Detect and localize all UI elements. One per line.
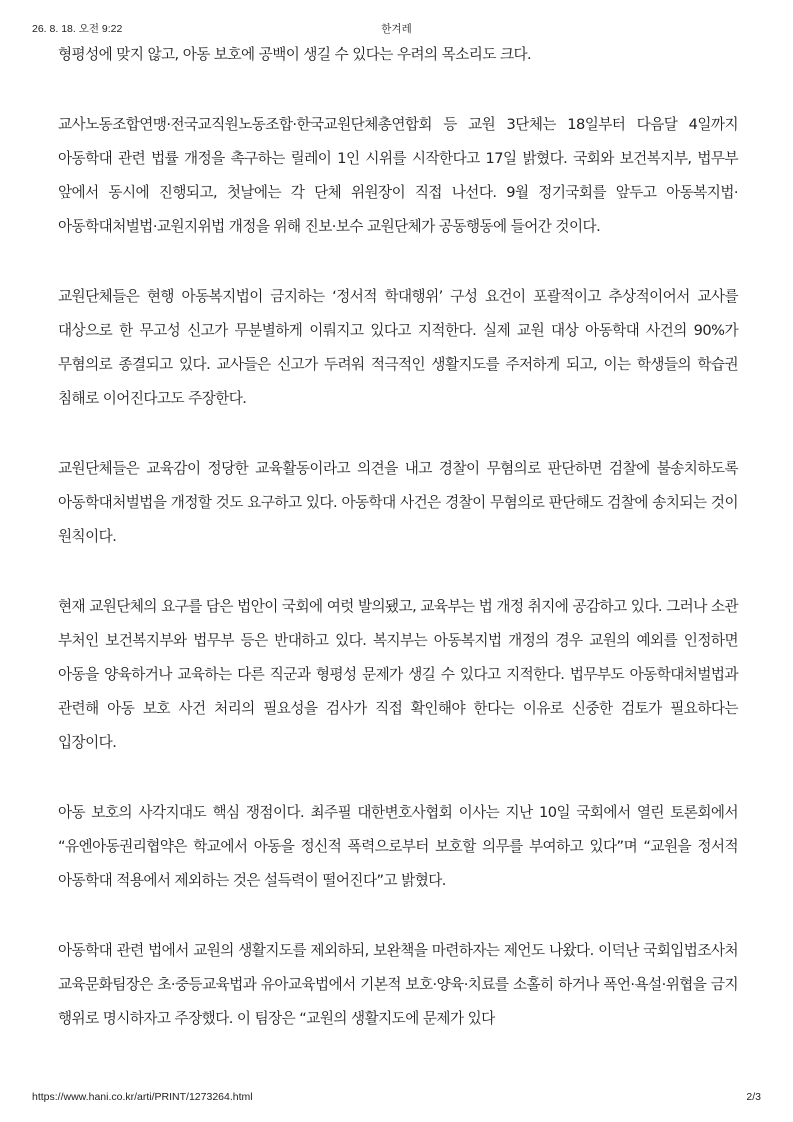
article-paragraph: 교원단체들은 현행 아동복지법이 금지하는 ‘정서적 학대행위’ 구성 요건이 포괄적이고 추상적이어서 교사를 대상으로 한 무고성 신고가 무분별하게 이뤄지고 있다고 지적한다. 실제 교원 대상 아동학대 사건의 90%가 무혐의로 종결되고 있다. 교사들은 신고가 두려워 적극적인 생활지도를 주저하게 되고, 이는 학생들의 학습권 침해로 이어진다고도 주장한다. <box>58 288 738 407</box>
article-body <box>58 38 738 1036</box>
page-number: 2/3 <box>746 1091 761 1103</box>
article-paragraph: 형평성에 맞지 않고, 아동 보호에 공백이 생길 수 있다는 우려의 목소리도 크다. <box>58 46 532 63</box>
article-paragraph: 아동 보호의 사각지대도 핵심 쟁점이다. 최주필 대한변호사협회 이사는 지난 10일 국회에서 열린 토론회에서 “유엔아동권리협약은 학교에서 아동을 정신적 폭력으로부터 보호할 의무를 부여하고 있다”며 “교원을 정서적 아동학대 적용에서 제외하는 것은 설득력이 떨어진다”고 밝혔다. <box>58 804 738 889</box>
article-paragraph: 교원단체들은 교육감이 정당한 교육활동이라고 의견을 내고 경찰이 무혐의로 판단하면 검찰에 불송치하도록 아동학대처벌법을 개정할 것도 요구하고 있다. 아동학대 사건은 경찰이 무혐의로 판단해도 검찰에 송치되는 것이 원칙이다. <box>58 460 738 545</box>
print-url: https://www.hani.co.kr/arti/PRINT/1273264.html <box>32 1091 253 1103</box>
article-paragraph: 아동학대 관련 법에서 교원의 생활지도를 제외하되, 보완책을 마련하자는 제언도 나왔다. 이덕난 국회입법조사처 교육문화팀장은 초·중등교육법과 유아교육법에서 기본적 보호·양육·치료를 소홀히 하거나 폭언·욕설·위협을 금지 행위로 명시하자고 주장했다. 이 팀장은 “교원의 생활지도에 문제가 있다 <box>58 942 738 1027</box>
print-datetime: 26. 8. 18. 오전 9:22 <box>32 23 123 35</box>
article-paragraph: 현재 교원단체의 요구를 담은 법안이 국회에 여럿 발의됐고, 교육부는 법 개정 취지에 공감하고 있다. 그러나 소관 부처인 보건복지부와 법무부 등은 반대하고 있다. 복지부는 아동복지법 개정의 경우 교원의 예외를 인정하면 아동을 양육하거나 교육하는 다른 직군과 형평성 문제가 생길 수 있다고 지적한다. 법무부도 아동학대처벌법과 관련해 아동 보호 사건 처리의 필요성을 검사가 직접 확인해야 한다는 이유로 신중한 검토가 필요하다는 입장이다. <box>58 598 738 751</box>
article-paragraph: 교사노동조합연맹·전국교직원노동조합·한국교원단체총연합회 등 교원 3단체는 18일부터 다음달 4일까지 아동학대 관련 법률 개정을 촉구하는 릴레이 1인 시위를 시작한다고 17일 밝혔다. 국회와 보건복지부, 법무부 앞에서 동시에 진행되고, 첫날에는 각 단체 위원장이 직접 나선다. 9월 정기국회를 앞두고 아동복지법·아동학대처벌법·교원지위법 개정을 위해 진보·보수 교원단체가 공동행동에 들어간 것이다. <box>58 116 738 235</box>
site-name: 한겨레 <box>381 23 412 35</box>
